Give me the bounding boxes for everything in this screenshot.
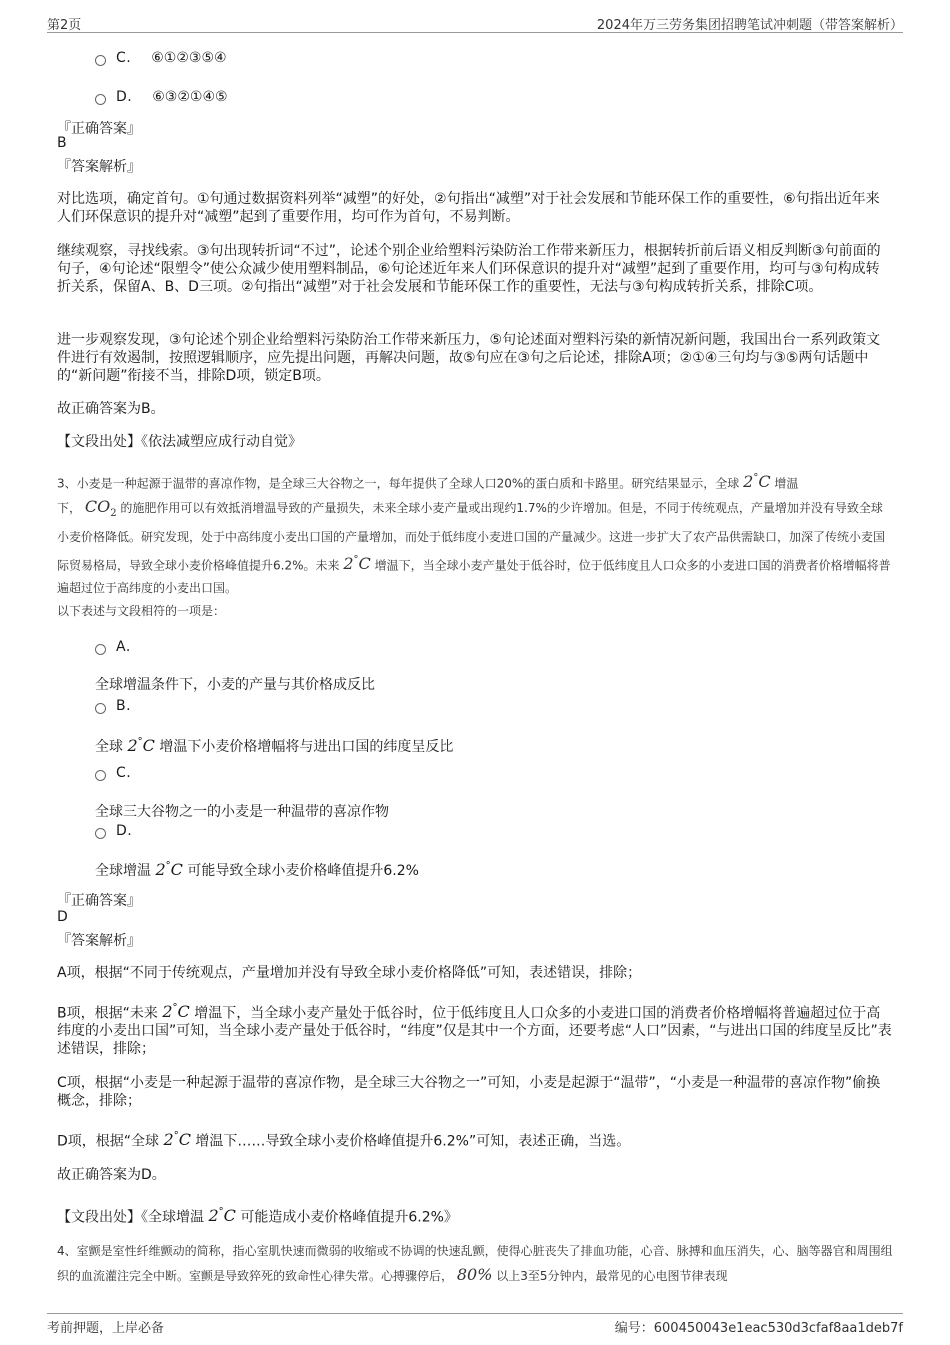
q4-stem: 4、室颤是室性纤维颤动的简称，指心室肌快速而微弱的收缩或不协调的快速乱颤，使得心脏丧失了排血功能，心音、脉搏和血压消失，心、脑等器官和周围组织的血流灌注完全中断。室颤是导致猝死的致命性心律失常。心搏骤停后， 80% 以上3至5分钟内，最常见的心电图节律表现 <box>57 1244 893 1284</box>
q3-answer: D <box>57 909 68 925</box>
document-title: 2024年万三劳务集团招聘笔试冲刺题（带答案解析） <box>596 18 903 33</box>
q3-prompt: 以下表述与文段相符的一项是： <box>57 604 226 618</box>
temp-formula: 2°C <box>343 553 371 573</box>
radio-icon[interactable] <box>95 828 106 839</box>
q3-option-a[interactable]: A. <box>95 639 131 655</box>
q2-analysis-tag: 『答案解析』 <box>57 159 141 175</box>
q3-answer-tag: 『正确答案』 <box>57 893 141 909</box>
co2-formula: $CO_2$ <box>84 497 117 520</box>
q2-option-c[interactable]: C. ⑥①②③⑤④ <box>95 50 227 66</box>
temp-formula: 2°C <box>743 472 771 492</box>
q2-analysis-p3: 进一步观察发现，③句论述个别企业给塑料污染防治工作带来新压力，⑤句论述面对塑料污染的新情况新问题，我国出台一系列政策文件进行有效遏制，按照逻辑顺序，应先提出问题，再解决问题，故⑤句应在③句之后论述，排除A项；②①④三句均与③⑤两句话题中的“新问题”衔接不当，排除D项，锁定B项。 <box>57 332 881 384</box>
radio-icon[interactable] <box>95 55 106 66</box>
q3-analysis-a: A项，根据“不同于传统观点，产量增加并没有导致全球小麦价格降低”可知，表述错误，排除； <box>57 965 642 981</box>
page-number: 第2页 <box>47 18 82 33</box>
footer-slogan: 考前押题，上岸必备 <box>47 1321 165 1336</box>
q3-option-c-text: 全球三大谷物之一的小麦是一种温带的喜凉作物 <box>95 804 389 820</box>
radio-icon[interactable] <box>95 770 106 781</box>
q2-analysis-p1: 对比选项，确定首句。①句通过数据资料列举“减塑”的好处，②句指出“减塑”对于社会发展和节能环保工作的重要性，⑥句指出近年来人们环保意识的提升对“减塑”起到了重要作用，均可作为首句，不易判断。 <box>57 191 880 225</box>
q2-source: 【文段出处】《依法减塑应成行动自觉》 <box>57 434 302 450</box>
q3-option-b[interactable]: B. <box>95 698 131 714</box>
q3-option-d[interactable]: D. <box>95 823 132 839</box>
page-footer <box>47 1313 903 1336</box>
q2-conclusion: 故正确答案为B。 <box>57 401 165 417</box>
radio-icon[interactable] <box>95 94 106 105</box>
q3-analysis-b: B项，根据“未来 2°C 增温下，当全球小麦产量处于低谷时，位于低纬度且人口众多的小麦进口国的消费者价格增幅将普遍超过位于高纬度的小麦出口国”可知，当全球小麦产量处于低谷时，“纬度”仅是其中一个方面，还要考虑“人口”因素，“与进出口国的纬度呈反比”表述错误，排除； <box>57 1002 892 1058</box>
q3-analysis-c: C项，根据“小麦是一种起源于温带的喜凉作物，是全球三大谷物之一”可知，小麦是起源于“温带”，“小麦是一种温带的喜凉作物”偷换概念，排除； <box>57 1075 881 1109</box>
q3-conclusion: 故正确答案为D。 <box>57 1167 166 1183</box>
q3-option-c[interactable]: C. <box>95 765 131 781</box>
q2-option-d[interactable]: D. ⑥③②①④⑤ <box>95 89 228 105</box>
q3-source: 【文段出处】《全球增温 2°C 可能造成小麦价格峰值提升6.2%》 <box>57 1206 458 1226</box>
radio-icon[interactable] <box>95 703 106 714</box>
q2-answer-tag: 『正确答案』 <box>57 121 141 137</box>
q3-option-d-text: 全球增温 2°C 可能导致全球小麦价格峰值提升6.2% <box>95 860 419 879</box>
q3-option-b-text: 全球 2°C 增温下小麦价格增幅将与进出口国的纬度呈反比 <box>95 736 454 755</box>
q3-analysis-d: D项，根据“全球 2°C 增温下……导致全球小麦价格峰值提升6.2%”可知，表述正确，当选。 <box>57 1130 631 1150</box>
q3-stem: 3、小麦是一种起源于温带的喜凉作物，是全球三大谷物之一，每年提供了全球人口20%的蛋白质和卡路里。研究结果显示，全球 2°C 增温 下， $CO_2$ 的施肥作用可以有效抵消增温导致的产量损失，未来全球小麦产量或出现约1.7%的少许增加。但是，不同于传统观点，产量增加并没有导致全球小麦价格降低。研究发现，处于中高纬度小麦出口国的产量增加，而处于低纬度小麦进口国的产量减少。这进一步扩大了农产品供需缺口，加深了传统小麦国际贸易格局，导致全球小麦价格峰值提升6.2%。未来 2°C 增温下，当全球小麦产量处于低谷时，位于低纬度且人口众多的小麦进口国的消费者价格增幅将普遍超过位于高纬度的小麦出口国。 <box>57 472 891 595</box>
q3-option-a-text: 全球增温条件下，小麦的产量与其价格成反比 <box>95 677 375 693</box>
radio-icon[interactable] <box>95 644 106 655</box>
footer-id: 编号：600450043e1eac530d3cfaf8aa1deb7f <box>614 1321 903 1336</box>
q3-analysis-tag: 『答案解析』 <box>57 933 141 949</box>
q2-analysis-p2: 继续观察，寻找线索。③句出现转折词“不过”，论述个别企业给塑料污染防治工作带来新压力，根据转折前后语义相反判断③句前面的句子，④句论述“限塑令”使公众减少使用塑料制品，⑥句论述近年来人们环保意识的提升对“减塑”起到了重要作用，均可与③句构成转折关系，保留A、B、D三项。②句指出“减塑”对于社会发展和节能环保工作的重要性，无法与③句构成转折关系，排除C项。 <box>57 243 881 295</box>
page-header <box>47 12 903 33</box>
q2-answer: B <box>57 135 67 151</box>
